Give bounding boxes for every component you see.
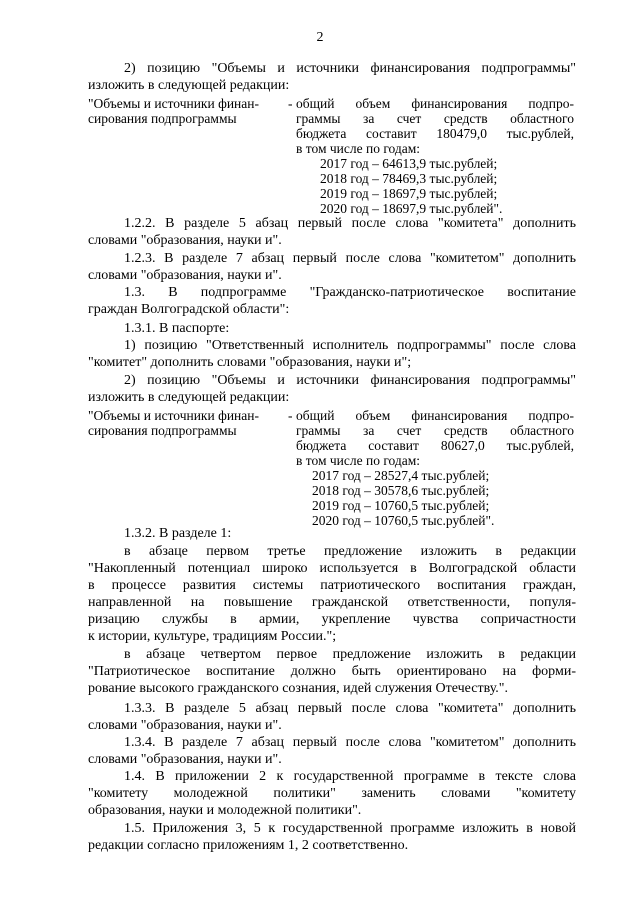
paragraph-1-3-2: 1.3.2. В разделе 1: — [124, 526, 232, 541]
paragraph-position-volumes-1: 2) позицию "Объемы и источники финансирования подпрограммы" изложить в следующей редакции: — [88, 61, 576, 93]
paragraph-1-3-4: 1.3.4. В разделе 7 абзац первый после слова "комитетом" дополнить словами "образования, науки и". — [88, 735, 576, 767]
funding-table-value: общий объем финансирования подпро- граммы за счет средств областного бюджета составит 80627,0 тыс.рублей, в том числе по годам: 2017 год – 28527,4 тыс.рублей; 2018 год – 30578,6 тыс.рублей; 2019 год – 10760,5 тыс.рублей; 2020 год – 10760,5 тыс.рублей". — [296, 408, 574, 528]
funding-years-list: 2017 год – 28527,4 тыс.рублей; 2018 год – 30578,6 тыс.рублей; 2019 год – 10760,5 тыс.рублей; 2020 год – 10760,5 тыс.рублей". — [312, 468, 495, 528]
paragraph-1-2-3: 1.2.3. В разделе 7 абзац первый после слова "комитетом" дополнить словами "образования, науки и". — [88, 251, 576, 283]
funding-years-list: 2017 год – 64613,9 тыс.рублей; 2018 год – 78469,3 тыс.рублей; 2019 год – 18697,9 тыс.рублей; 2020 год – 18697,9 тыс.рублей". — [320, 156, 503, 216]
paragraph-1-3-1: 1.3.1. В паспорте: — [124, 321, 230, 336]
funding-table-value: общий объем финансирования подпро- граммы за счет средств областного бюджета составит 180479,0 тыс.рублей, в том числе по годам: 2017 год – 64613,9 тыс.рублей; 2018 год – 78469,3 тыс.рублей; 2019 год – 18697,9 тыс.рублей; 2020 год – 18697,9 тыс.рублей". — [296, 96, 574, 216]
paragraph-1-3-2-a: в абзаце первом третье предложение изложить в редакции "Накопленный потенциал широко используется в Волгоградской области в процессе развития системы патриотического воспитания граждан, направленной на повышение гражданской ответственности, популя- ризацию службы в армии, укрепление чувства сопричастности к истории, культуре, традициям России."; — [88, 544, 576, 644]
paragraph-1-3-3: 1.3.3. В разделе 5 абзац первый после слова "комитета" дополнить словами "образования, науки и". — [88, 701, 576, 733]
funding-table-dash: - — [288, 96, 293, 111]
funding-table-label: "Объемы и источники финан- сирования подпрограммы — [88, 408, 259, 438]
paragraph-1-4: 1.4. В приложении 2 к государственной программе в тексте слова "комитету молодежной политики" заменить словами "комитету образования, науки и молодежной политики". — [88, 769, 576, 818]
paragraph-1-3-1-item-1: 1) позицию "Ответственный исполнитель подпрограммы" после слова "комитет" дополнить словами "образования, науки и"; — [88, 338, 576, 370]
funding-table-dash: - — [288, 408, 293, 423]
paragraph-1-3: 1.3. В подпрограмме "Гражданско-патриотическое воспитание граждан Волгоградской области": — [88, 285, 576, 317]
page-number: 2 — [316, 30, 324, 45]
paragraph-1-2-2: 1.2.2. В разделе 5 абзац первый после слова "комитета" дополнить словами "образования, науки и". — [88, 216, 576, 248]
funding-table-label: "Объемы и источники финан- сирования подпрограммы — [88, 96, 259, 126]
paragraph-1-5: 1.5. Приложения 3, 5 к государственной программе изложить в новой редакции согласно приложениям 1, 2 соответственно. — [88, 821, 576, 853]
paragraph-1-3-1-item-2: 2) позицию "Объемы и источники финансирования подпрограммы" изложить в следующей редакции: — [88, 373, 576, 405]
paragraph-1-3-2-b: в абзаце четвертом первое предложение изложить в редакции "Патриотическое воспитание должно быть ориентировано на форми- рование высокого гражданского сознания, идей служения Отечеству.". — [88, 647, 576, 696]
